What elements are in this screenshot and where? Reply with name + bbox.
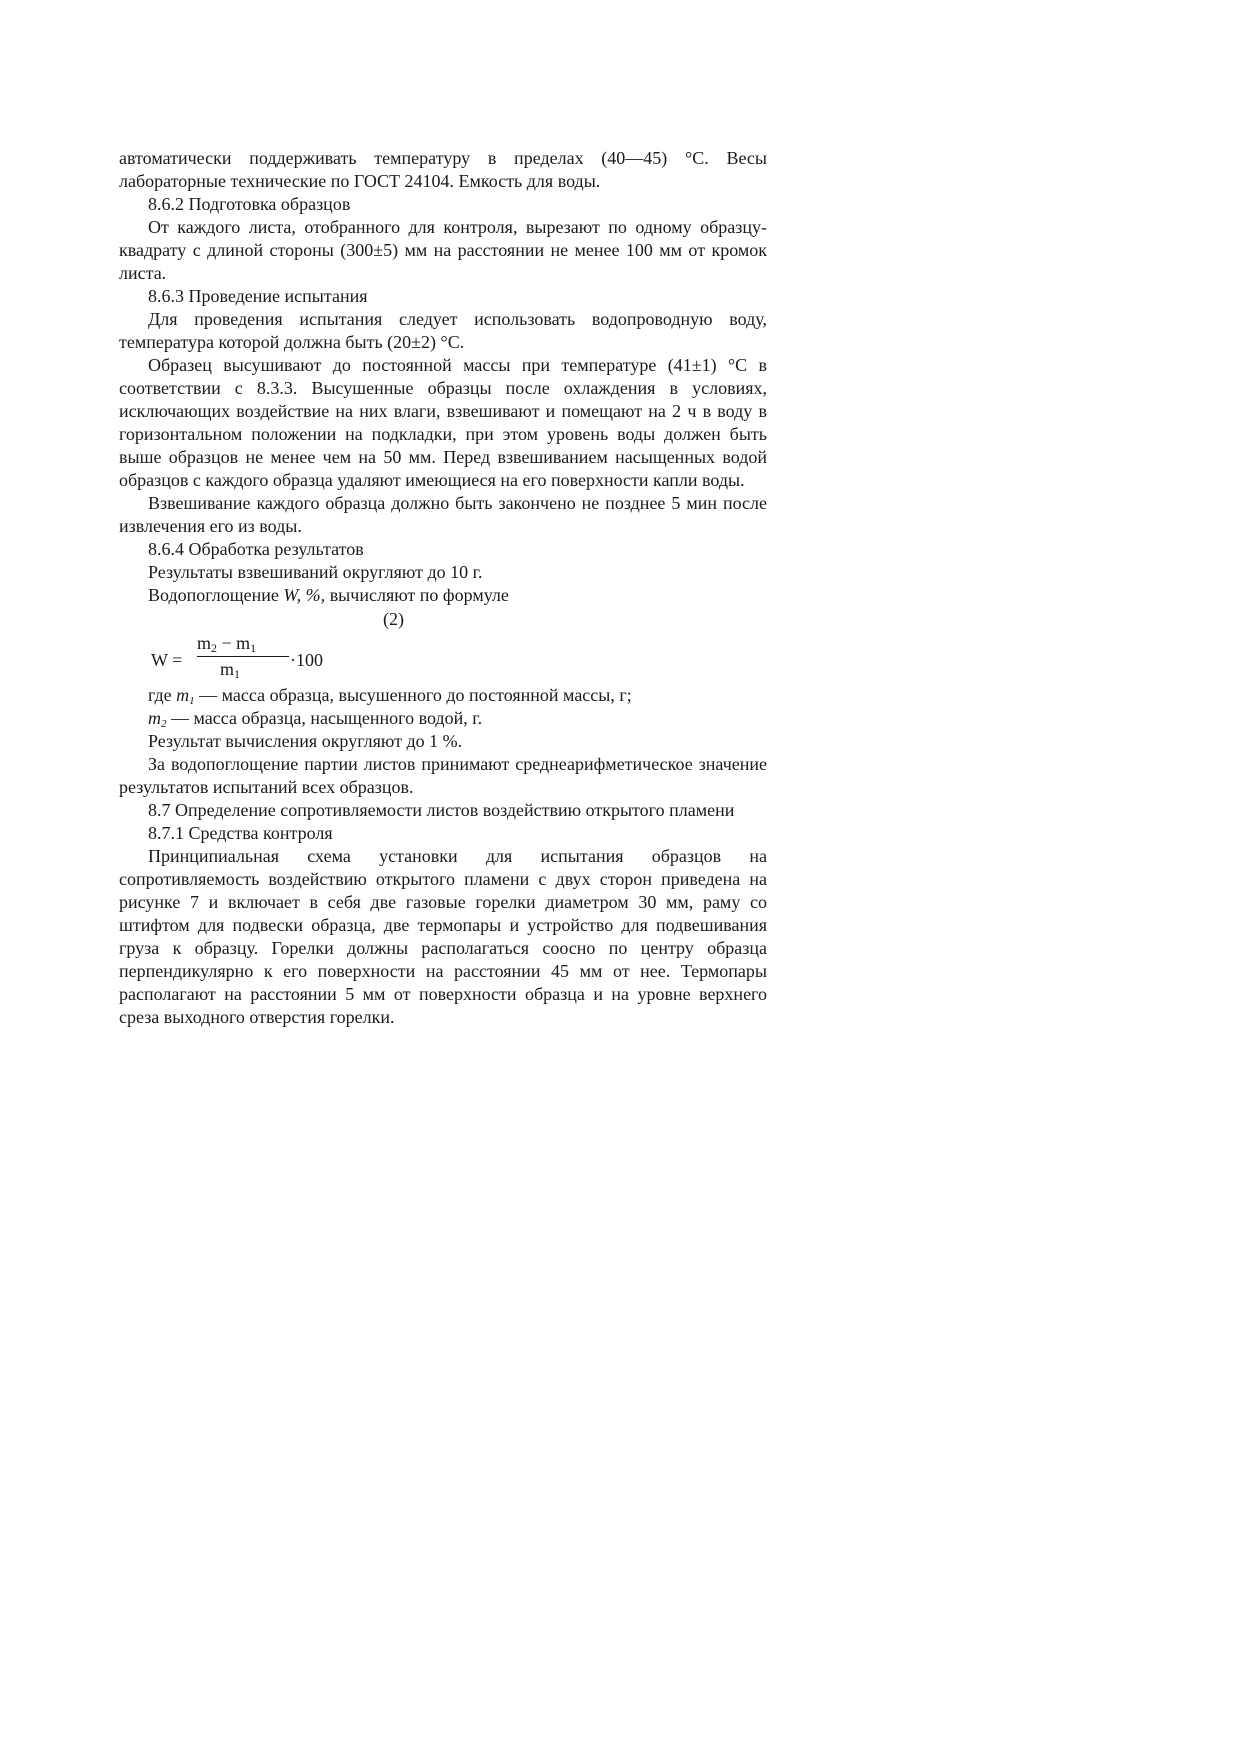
paragraph-batch-average: За водопоглощение партии листов принимают среднеарифметическое значение результатов испытаний всех образцов. [119, 754, 767, 797]
where-m2-text: — масса образца, насыщенного водой, г. [166, 708, 483, 728]
formula-num-sub-2: 2 [211, 641, 218, 655]
where-m1-var: m [176, 685, 190, 705]
paragraph-flame-setup: Принципиальная схема установки для испытания образцов на сопротивляемость воздействию открытого пламени с двух сторон приведена на рисунке 7 и включает в себя две газовые горелки диаметром 30 мм, раму со штифтом для подвески образца, две термопары и устройство для подвешивания груза к образцу. Горелки должны располагаться соосно по центру образца перпендикулярно к его поверхности на расстоянии 45 мм от нее. Термопары располагают на расстоянии 5 мм от поверхности образца и на уровне верхнего среза выходного отверстия горелки. [119, 846, 767, 1027]
where-m1-sub: 1 [189, 695, 195, 707]
paragraph-rounding: Результаты взвешиваний округляют до 10 г. [148, 562, 483, 582]
heading-8-7: 8.7 Определение сопротивляемости листов воздействию открытого пламени [148, 800, 735, 820]
paragraph-drying: Образец высушивают до постоянной массы при температуре (41±1) °С в соответствии с 8.3.3. Высушенные образцы после охлаждения в условиях, исключающих воздействие на них влаги, взвешивают и помещают на 2 ч в воду в горизонтальном положении на подкладки, при этом уровень воды должен быть выше образцов не менее чем на 50 мм. Перед взвешиванием насыщенных водой образцов с каждого образца удаляют имеющиеся на его поверхности капли воды. [119, 355, 767, 490]
where-m1-text: — масса образца, высушенного до постоянной массы, г; [194, 685, 632, 705]
paragraph-weighing: Взвешивание каждого образца должно быть закончено не позднее 5 мин после извлечения его из воды. [119, 493, 767, 536]
formula-intro-pre: Водопоглощение [148, 585, 284, 605]
formula-lhs: W = [151, 650, 183, 670]
paragraph-water-temp: Для проведения испытания следует использовать водопроводную воду, температура которой должна быть (20±2) °С. [119, 309, 767, 352]
paragraph-where-m1 [119, 684, 767, 707]
paragraph-sample-prep: От каждого листа, отобранного для контроля, вырезают по одному образцу-квадрату с длиной стороны (300±5) мм на расстоянии не менее 100 мм от кромок листа. [119, 217, 767, 283]
heading-8-6-3: 8.6.3 Проведение испытания [148, 286, 368, 306]
equation-number: (2) [383, 609, 404, 629]
formula-multiplier: ·100 [290, 650, 323, 670]
heading-8-7-1: 8.7.1 Средства контроля [148, 823, 333, 843]
formula-intro-var: W, %, [283, 585, 326, 605]
formula-water-absorption [119, 632, 767, 684]
formula-num-minus-m1: − m [217, 633, 251, 653]
formula-numerator [197, 632, 256, 655]
formula-num-sub-1: 1 [250, 641, 257, 655]
paragraph-where-m2 [119, 707, 767, 730]
where-m2-sub: 2 [161, 718, 167, 730]
heading-8-6-4: 8.6.4 Обработка результатов [148, 539, 364, 559]
paragraph-scales: автоматически поддерживать температуру в пределах (40—45) °С. Весы лабораторные технические по ГОСТ 24104. Емкость для воды. [119, 148, 767, 191]
document-page [119, 147, 767, 1029]
where-m1-pre: где [148, 685, 177, 705]
formula-num-m2: m [197, 633, 212, 653]
where-m2-var: m [148, 708, 161, 728]
formula-intro-post: вычисляют по формуле [325, 585, 509, 605]
formula-fraction-bar [197, 656, 289, 657]
paragraph-result-rounding: Результат вычисления округляют до 1 %. [148, 731, 463, 751]
formula-den-m1: m [220, 659, 235, 679]
heading-8-6-2: 8.6.2 Подготовка образцов [148, 194, 351, 214]
formula-denominator [220, 658, 240, 681]
paragraph-formula-intro [119, 584, 767, 607]
formula-den-sub-1: 1 [234, 667, 241, 681]
